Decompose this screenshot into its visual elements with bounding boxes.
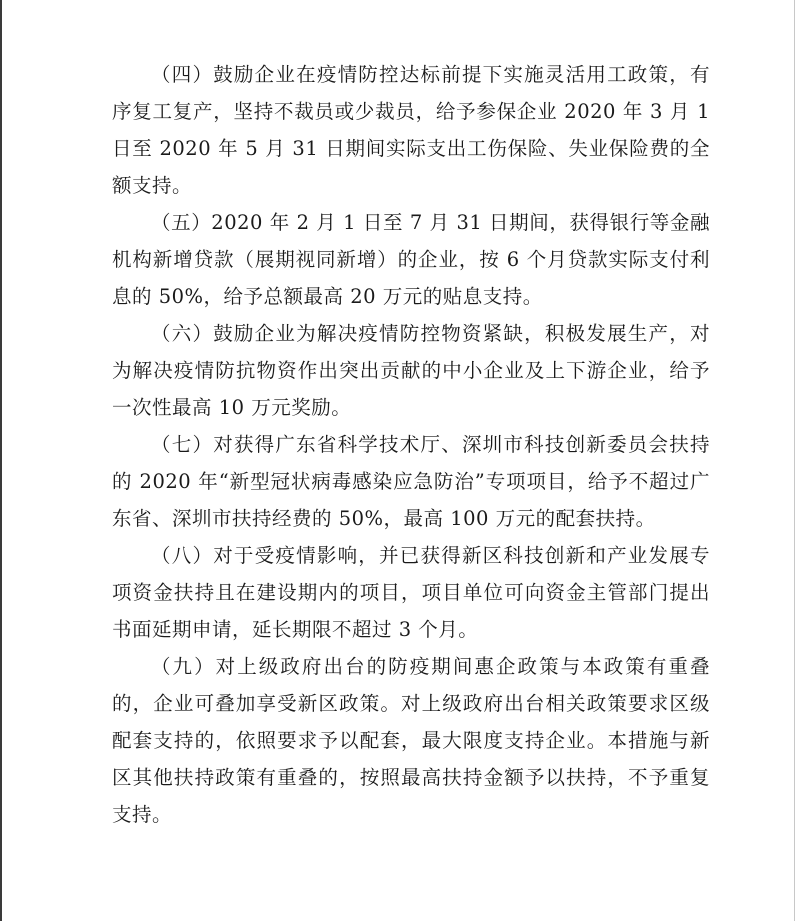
paragraph-5: （五）2020 年 2 月 1 日至 7 月 31 日期间，获得银行等金融机构新增贷款（展期视同新增）的企业，按 6 个月贷款实际支付利息的 50%，给予总额最高 20 万元的贴息支持。 — [112, 211, 710, 308]
document-body — [112, 56, 710, 833]
paragraph-6: （六）鼓励企业为解决疫情防控物资紧缺，积极发展生产，对为解决疫情防抗物资作出突出贡献的中小企业及上下游企业，给予一次性最高 10 万元奖励。 — [112, 322, 710, 419]
scan-border-left — [0, 0, 2, 921]
paragraph-8: （八）对于受疫情影响，并已获得新区科技创新和产业发展专项资金扶持且在建设期内的项目，项目单位可向资金主管部门提出书面延期申请，延长期限不超过 3 个月。 — [112, 544, 710, 641]
paragraph-9: （九）对上级政府出台的防疫期间惠企政策与本政策有重叠的，企业可叠加享受新区政策。对上级政府出台相关政策要求区级配套支持的，依照要求予以配套，最大限度支持企业。本措施与新区其他扶持政策有重叠的，按照最高扶持金额予以扶持，不予重复支持。 — [112, 655, 710, 826]
paragraph-4: （四）鼓励企业在疫情防控达标前提下实施灵活用工政策，有序复工复产，坚持不裁员或少裁员，给予参保企业 2020 年 3 月 1 日至 2020 年 5 月 31 日期间实际支出工伤保险、失业保险费的全额支持。 — [112, 63, 710, 197]
paragraph-7: （七）对获得广东省科学技术厅、深圳市科技创新委员会扶持的 2020 年“新型冠状病毒感染应急防治”专项项目，给予不超过广东省、深圳市扶持经费的 50%，最高 100 万元的配套扶持。 — [112, 433, 710, 530]
